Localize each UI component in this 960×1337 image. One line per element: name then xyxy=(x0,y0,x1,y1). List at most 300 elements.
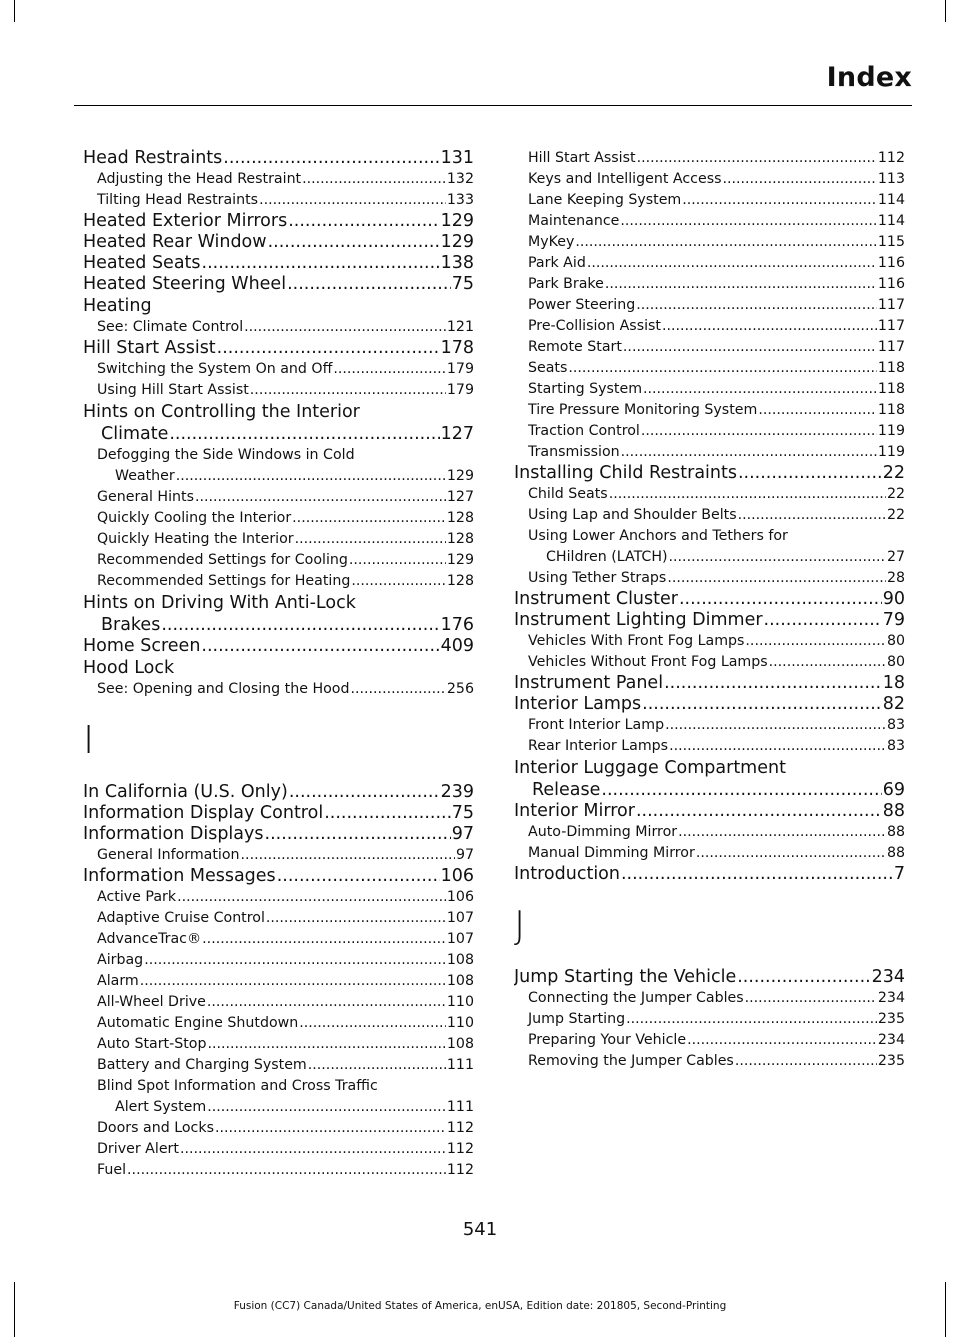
entry-label: Climate xyxy=(101,424,169,444)
index-subentry[interactable] xyxy=(514,822,905,843)
entry-page-number[interactable]: 117 xyxy=(877,297,905,313)
entry-page-number[interactable]: 88 xyxy=(886,845,905,861)
dot-leader xyxy=(769,652,886,673)
index-subentry[interactable] xyxy=(514,547,905,568)
entry-label: Preparing Your Vehicle xyxy=(528,1032,687,1048)
entry-label: Power Steering xyxy=(528,297,636,313)
entry-page-number[interactable]: 121 xyxy=(446,319,474,335)
dot-leader xyxy=(678,822,886,843)
entry-page-number[interactable]: 131 xyxy=(440,148,474,168)
dot-leader xyxy=(738,463,882,484)
entry-page-number[interactable]: 178 xyxy=(440,338,474,358)
entry-label: Hill Start Assist xyxy=(83,338,216,358)
dot-leader xyxy=(241,845,455,866)
entry-page-number[interactable]: 112 xyxy=(446,1141,474,1157)
entry-label: Tire Pressure Monitoring System xyxy=(528,402,758,418)
index-subentry[interactable] xyxy=(83,845,474,866)
index-subentry[interactable] xyxy=(83,908,474,929)
entry-page-number[interactable]: 22 xyxy=(882,463,905,483)
entry-page-number[interactable]: 88 xyxy=(882,801,905,821)
index-subentry[interactable] xyxy=(83,169,474,190)
index-subentry-heading: Using Lower Anchors and Tethers for xyxy=(528,528,788,544)
index-subentry[interactable] xyxy=(514,484,905,505)
index-subentry[interactable] xyxy=(514,400,905,421)
entry-page-number[interactable]: 118 xyxy=(877,402,905,418)
entry-page-number[interactable]: 117 xyxy=(877,339,905,355)
dot-leader xyxy=(764,610,882,631)
entry-label: All-Wheel Drive xyxy=(97,994,206,1010)
index-subentry[interactable] xyxy=(83,1139,474,1160)
entry-page-number[interactable]: 83 xyxy=(886,717,905,733)
entry-page-number[interactable]: 106 xyxy=(440,866,474,886)
entry-label: Using Hill Start Assist xyxy=(97,382,249,398)
entry-label: Auto Start-Stop xyxy=(97,1036,207,1052)
dot-leader xyxy=(662,316,877,337)
entry-label: Connecting the Jumper Cables xyxy=(528,990,744,1006)
index-entry-heading: Interior Luggage Compartment xyxy=(514,758,786,778)
index-subentry[interactable] xyxy=(83,1160,474,1181)
entry-label: Fuel xyxy=(97,1162,127,1178)
entry-label: Removing the Jumper Cables xyxy=(528,1053,734,1069)
entry-label: General Information xyxy=(97,847,240,863)
index-entry[interactable] xyxy=(83,232,474,253)
index-entry[interactable] xyxy=(514,801,905,822)
index-subentry[interactable] xyxy=(83,950,474,971)
entry-label: Child Seats xyxy=(528,486,608,502)
index-column-right xyxy=(514,148,905,1072)
entry-label: In California (U.S. Only) xyxy=(83,782,288,802)
entry-page-number[interactable]: 112 xyxy=(446,1162,474,1178)
entry-page-number[interactable]: 7 xyxy=(893,864,905,884)
index-subentry[interactable] xyxy=(83,1013,474,1034)
dot-leader xyxy=(758,400,877,421)
dot-leader xyxy=(349,550,446,571)
index-entry-heading: Heating xyxy=(83,296,152,316)
entry-label: AdvanceTrac® xyxy=(97,931,202,947)
crop-mark-top-left xyxy=(14,0,15,22)
entry-page-number[interactable]: 112 xyxy=(877,150,905,166)
entry-page-number[interactable]: 107 xyxy=(446,910,474,926)
entry-page-number[interactable]: 127 xyxy=(446,489,474,505)
index-subentry[interactable] xyxy=(83,679,474,700)
entry-page-number[interactable]: 69 xyxy=(882,780,905,800)
entry-page-number[interactable]: 129 xyxy=(446,552,474,568)
index-entry[interactable] xyxy=(83,614,474,636)
index-subentry[interactable] xyxy=(514,442,905,463)
entry-page-number[interactable]: 110 xyxy=(446,994,474,1010)
entry-page-number[interactable]: 127 xyxy=(440,424,474,444)
dot-leader xyxy=(626,1009,877,1030)
entry-page-number[interactable]: 27 xyxy=(886,549,905,565)
dot-leader xyxy=(623,337,877,358)
index-subentry[interactable] xyxy=(83,190,474,211)
dot-leader xyxy=(195,487,446,508)
index-entry[interactable] xyxy=(83,253,474,274)
entry-label: Battery and Charging System xyxy=(97,1057,307,1073)
dot-leader xyxy=(259,190,446,211)
index-subentry[interactable] xyxy=(514,358,905,379)
dot-leader xyxy=(621,864,893,885)
entry-label: See: Climate Control xyxy=(97,319,244,335)
index-subentry[interactable] xyxy=(83,487,474,508)
entry-page-number[interactable]: 129 xyxy=(440,232,474,252)
dot-leader xyxy=(215,1118,446,1139)
index-entry[interactable] xyxy=(514,610,905,631)
entry-page-number[interactable]: 110 xyxy=(446,1015,474,1031)
dot-leader xyxy=(223,148,439,169)
entry-label: Jump Starting the Vehicle xyxy=(514,967,737,987)
entry-label: Driver Alert xyxy=(97,1141,179,1157)
index-subentry[interactable] xyxy=(83,1055,474,1076)
entry-page-number[interactable]: 115 xyxy=(877,234,905,250)
dot-leader xyxy=(682,190,877,211)
dot-leader xyxy=(207,1034,445,1055)
index-column-left xyxy=(83,148,474,1181)
index-subentry[interactable] xyxy=(514,295,905,316)
index-entry[interactable] xyxy=(514,589,905,610)
index-entry[interactable] xyxy=(83,274,474,295)
dot-leader xyxy=(207,1097,446,1118)
dot-leader xyxy=(176,466,446,487)
entry-label: Using Tether Straps xyxy=(528,570,667,586)
entry-page-number[interactable]: 28 xyxy=(886,570,905,586)
dot-leader xyxy=(745,631,886,652)
entry-page-number[interactable]: 75 xyxy=(451,803,474,823)
index-letter-heading: I xyxy=(83,718,95,762)
entry-page-number[interactable]: 119 xyxy=(877,444,905,460)
entry-label: Information Display Control xyxy=(83,803,324,823)
entry-label: Vehicles Without Front Fog Lamps xyxy=(528,654,768,670)
index-subentry[interactable] xyxy=(514,715,905,736)
dot-leader xyxy=(250,380,446,401)
index-entry[interactable] xyxy=(83,211,474,232)
index-entry[interactable] xyxy=(83,423,474,445)
page-number: 541 xyxy=(462,1219,498,1240)
entry-label: Traction Control xyxy=(528,423,640,439)
index-subentry[interactable] xyxy=(514,253,905,274)
dot-leader xyxy=(266,908,446,929)
entry-page-number[interactable]: 118 xyxy=(877,360,905,376)
entry-label: MyKey xyxy=(528,234,575,250)
entry-page-number[interactable]: 119 xyxy=(877,423,905,439)
entry-label: Weather xyxy=(115,468,175,484)
index-subentry[interactable] xyxy=(514,211,905,232)
index-subentry[interactable] xyxy=(514,988,905,1009)
index-subentry[interactable] xyxy=(514,568,905,589)
dot-leader xyxy=(643,379,877,400)
dot-leader xyxy=(180,1139,446,1160)
entry-label: Heated Rear Window xyxy=(83,232,267,252)
dot-leader xyxy=(277,866,440,887)
entry-page-number[interactable]: 80 xyxy=(886,654,905,670)
dot-leader xyxy=(161,614,439,636)
index-entry[interactable] xyxy=(83,148,474,169)
entry-page-number[interactable]: 133 xyxy=(446,192,474,208)
entry-label: Park Aid xyxy=(528,255,586,271)
entry-page-number[interactable]: 97 xyxy=(451,824,474,844)
entry-label: Home Screen xyxy=(83,636,201,656)
entry-label: Quickly Cooling the Interior xyxy=(97,510,292,526)
dot-leader xyxy=(745,988,877,1009)
entry-page-number[interactable]: 114 xyxy=(877,213,905,229)
dot-leader xyxy=(144,950,446,971)
entry-label: Heated Seats xyxy=(83,253,201,273)
dot-leader xyxy=(620,211,877,232)
entry-page-number[interactable]: 75 xyxy=(451,274,474,294)
index-subentry[interactable] xyxy=(83,992,474,1013)
index-entry[interactable] xyxy=(83,824,474,845)
dot-leader xyxy=(637,148,877,169)
footer-edition-info: Fusion (CC7) Canada/United States of America, enUSA, Edition date: 201805, Second-Printing xyxy=(233,1300,727,1312)
dot-leader xyxy=(289,782,440,803)
dot-leader xyxy=(641,421,877,442)
dot-leader xyxy=(288,211,439,232)
dot-leader xyxy=(575,232,877,253)
entry-page-number[interactable]: 129 xyxy=(440,211,474,231)
dot-leader xyxy=(636,295,877,316)
crop-mark-top-right xyxy=(945,0,946,22)
entry-label: Starting System xyxy=(528,381,643,397)
index-subentry[interactable] xyxy=(514,843,905,864)
index-subentry[interactable] xyxy=(83,887,474,908)
entry-page-number[interactable]: 116 xyxy=(877,276,905,292)
entry-page-number[interactable]: 22 xyxy=(886,486,905,502)
index-entry[interactable] xyxy=(514,694,905,715)
entry-label: Adaptive Cruise Control xyxy=(97,910,265,926)
dot-leader xyxy=(669,736,886,757)
dot-leader xyxy=(287,274,451,295)
entry-page-number[interactable]: 112 xyxy=(446,1120,474,1136)
index-entry[interactable] xyxy=(514,967,905,988)
entry-label: Keys and Intelligent Access xyxy=(528,171,722,187)
index-entry[interactable] xyxy=(514,864,905,885)
entry-label: Park Brake xyxy=(528,276,604,292)
index-subentry[interactable] xyxy=(514,631,905,652)
dot-leader xyxy=(621,442,877,463)
entry-page-number[interactable]: 106 xyxy=(446,889,474,905)
entry-label: Using Lap and Shoulder Belts xyxy=(528,507,737,523)
index-subentry[interactable] xyxy=(83,508,474,529)
entry-label: Alert System xyxy=(115,1099,207,1115)
index-subentry[interactable] xyxy=(514,652,905,673)
entry-page-number[interactable]: 176 xyxy=(440,615,474,635)
index-subentry[interactable] xyxy=(514,337,905,358)
dot-leader xyxy=(737,967,870,988)
entry-page-number[interactable]: 97 xyxy=(455,847,474,863)
dot-leader xyxy=(169,423,439,445)
index-subentry[interactable] xyxy=(514,169,905,190)
index-subentry[interactable] xyxy=(83,571,474,592)
dot-leader xyxy=(665,715,886,736)
index-subentry[interactable] xyxy=(514,1051,905,1072)
entry-label: Information Messages xyxy=(83,866,276,886)
entry-label: Instrument Cluster xyxy=(514,589,678,609)
dot-leader xyxy=(140,971,446,992)
entry-label: Heated Exterior Mirrors xyxy=(83,211,288,231)
entry-page-number[interactable]: 82 xyxy=(882,694,905,714)
dot-leader xyxy=(202,253,440,274)
entry-page-number[interactable]: 108 xyxy=(446,973,474,989)
index-subentry[interactable] xyxy=(514,148,905,169)
index-subentry[interactable] xyxy=(514,1009,905,1030)
dot-leader xyxy=(333,359,446,380)
index-subentry[interactable] xyxy=(83,529,474,550)
entry-label: Remote Start xyxy=(528,339,622,355)
index-subentry[interactable] xyxy=(514,232,905,253)
dot-leader xyxy=(664,673,882,694)
entry-label: Head Restraints xyxy=(83,148,223,168)
entry-page-number[interactable]: 129 xyxy=(446,468,474,484)
entry-page-number[interactable]: 235 xyxy=(877,1053,905,1069)
dot-leader xyxy=(207,992,446,1013)
index-subentry[interactable] xyxy=(83,466,474,487)
entry-label: Lane Keeping System xyxy=(528,192,682,208)
index-letter-heading: J xyxy=(514,903,526,947)
entry-page-number[interactable]: 409 xyxy=(440,636,474,656)
dot-leader xyxy=(667,568,886,589)
entry-page-number[interactable]: 128 xyxy=(446,531,474,547)
index-subentry[interactable] xyxy=(83,929,474,950)
entry-label: Rear Interior Lamps xyxy=(528,738,669,754)
entry-page-number[interactable]: 234 xyxy=(877,990,905,1006)
entry-page-number[interactable]: 256 xyxy=(446,681,474,697)
dot-leader xyxy=(244,317,446,338)
entry-page-number[interactable]: 111 xyxy=(446,1057,474,1073)
index-subentry[interactable] xyxy=(83,380,474,401)
dot-leader xyxy=(568,358,877,379)
entry-page-number[interactable]: 90 xyxy=(882,589,905,609)
entry-page-number[interactable]: 234 xyxy=(871,967,905,987)
entry-label: Transmission xyxy=(528,444,620,460)
entry-label: Tilting Head Restraints xyxy=(97,192,259,208)
index-entry-heading: Hints on Driving With Anti-Lock xyxy=(83,593,356,613)
entry-page-number[interactable]: 114 xyxy=(877,192,905,208)
dot-leader xyxy=(127,1160,446,1181)
entry-page-number[interactable]: 116 xyxy=(877,255,905,271)
entry-page-number[interactable]: 239 xyxy=(440,782,474,802)
dot-leader xyxy=(636,801,882,822)
entry-page-number[interactable]: 118 xyxy=(877,381,905,397)
entry-page-number[interactable]: 22 xyxy=(886,507,905,523)
dot-leader xyxy=(351,679,446,700)
entry-page-number[interactable]: 88 xyxy=(886,824,905,840)
index-subentry[interactable] xyxy=(83,1097,474,1118)
dot-leader xyxy=(605,274,877,295)
index-subentry[interactable] xyxy=(514,379,905,400)
index-subentry[interactable] xyxy=(514,190,905,211)
entry-page-number[interactable]: 128 xyxy=(446,510,474,526)
entry-label: Jump Starting xyxy=(528,1011,626,1027)
dot-leader xyxy=(299,1013,446,1034)
entry-label: Hill Start Assist xyxy=(528,150,636,166)
index-entry[interactable] xyxy=(83,636,474,657)
entry-label: Installing Child Restraints xyxy=(514,463,737,483)
dot-leader xyxy=(308,1055,446,1076)
entry-page-number[interactable]: 108 xyxy=(446,1036,474,1052)
entry-page-number[interactable]: 79 xyxy=(882,610,905,630)
entry-label: CHildren (LATCH) xyxy=(546,549,668,565)
entry-page-number[interactable]: 179 xyxy=(446,382,474,398)
page-title: Index xyxy=(826,62,912,93)
entry-label: Front Interior Lamp xyxy=(528,717,665,733)
dot-leader xyxy=(268,232,440,253)
entry-page-number[interactable]: 18 xyxy=(882,673,905,693)
entry-page-number[interactable]: 107 xyxy=(446,931,474,947)
entry-page-number[interactable]: 117 xyxy=(877,318,905,334)
entry-label: Heated Steering Wheel xyxy=(83,274,287,294)
dot-leader xyxy=(295,529,446,550)
index-subentry[interactable] xyxy=(514,316,905,337)
entry-label: Manual Dimming Mirror xyxy=(528,845,695,861)
dot-leader xyxy=(351,571,446,592)
index-entry-heading: Hints on Controlling the Interior xyxy=(83,402,360,422)
entry-page-number[interactable]: 234 xyxy=(877,1032,905,1048)
index-subentry[interactable] xyxy=(514,1030,905,1051)
dot-leader xyxy=(177,887,446,908)
entry-page-number[interactable]: 108 xyxy=(446,952,474,968)
entry-label: Doors and Locks xyxy=(97,1120,214,1136)
entry-page-number[interactable]: 128 xyxy=(446,573,474,589)
entry-page-number[interactable]: 80 xyxy=(886,633,905,649)
index-subentry[interactable] xyxy=(83,971,474,992)
entry-page-number[interactable]: 113 xyxy=(877,171,905,187)
index-subentry[interactable] xyxy=(514,505,905,526)
entry-label: Adjusting the Head Restraint xyxy=(97,171,302,187)
entry-page-number[interactable]: 111 xyxy=(446,1099,474,1115)
entry-page-number[interactable]: 235 xyxy=(877,1011,905,1027)
dot-leader xyxy=(202,929,446,950)
index-entry[interactable] xyxy=(83,866,474,887)
index-subentry[interactable] xyxy=(83,550,474,571)
dot-leader xyxy=(669,547,886,568)
entry-label: Information Displays xyxy=(83,824,264,844)
entry-label: See: Opening and Closing the Hood xyxy=(97,681,350,697)
entry-page-number[interactable]: 138 xyxy=(440,253,474,273)
index-entry[interactable] xyxy=(514,463,905,484)
dot-leader xyxy=(687,1030,877,1051)
entry-label: Instrument Panel xyxy=(514,673,664,693)
entry-label: Switching the System On and Off xyxy=(97,361,333,377)
dot-leader xyxy=(738,505,886,526)
index-subentry[interactable] xyxy=(83,1118,474,1139)
index-entry[interactable] xyxy=(514,779,905,801)
entry-label: Recommended Settings for Heating xyxy=(97,573,351,589)
dot-leader xyxy=(722,169,876,190)
index-entry[interactable] xyxy=(83,338,474,359)
entry-label: Recommended Settings for Cooling xyxy=(97,552,348,568)
entry-label: Seats xyxy=(528,360,568,376)
entry-page-number[interactable]: 132 xyxy=(446,171,474,187)
index-subentry[interactable] xyxy=(514,421,905,442)
index-entry[interactable] xyxy=(514,673,905,694)
entry-label: Release xyxy=(532,780,601,800)
entry-label: Brakes xyxy=(101,615,161,635)
index-subentry[interactable] xyxy=(514,274,905,295)
index-subentry[interactable] xyxy=(514,736,905,757)
index-subentry[interactable] xyxy=(83,1034,474,1055)
dot-leader xyxy=(265,824,451,845)
entry-page-number[interactable]: 83 xyxy=(886,738,905,754)
dot-leader xyxy=(696,843,886,864)
entry-label: Auto-Dimming Mirror xyxy=(528,824,678,840)
dot-leader xyxy=(217,338,440,359)
index-entry[interactable] xyxy=(83,803,474,824)
dot-leader xyxy=(642,694,882,715)
index-subentry[interactable] xyxy=(83,359,474,380)
entry-page-number[interactable]: 179 xyxy=(446,361,474,377)
index-subentry[interactable] xyxy=(83,317,474,338)
index-entry[interactable] xyxy=(83,782,474,803)
